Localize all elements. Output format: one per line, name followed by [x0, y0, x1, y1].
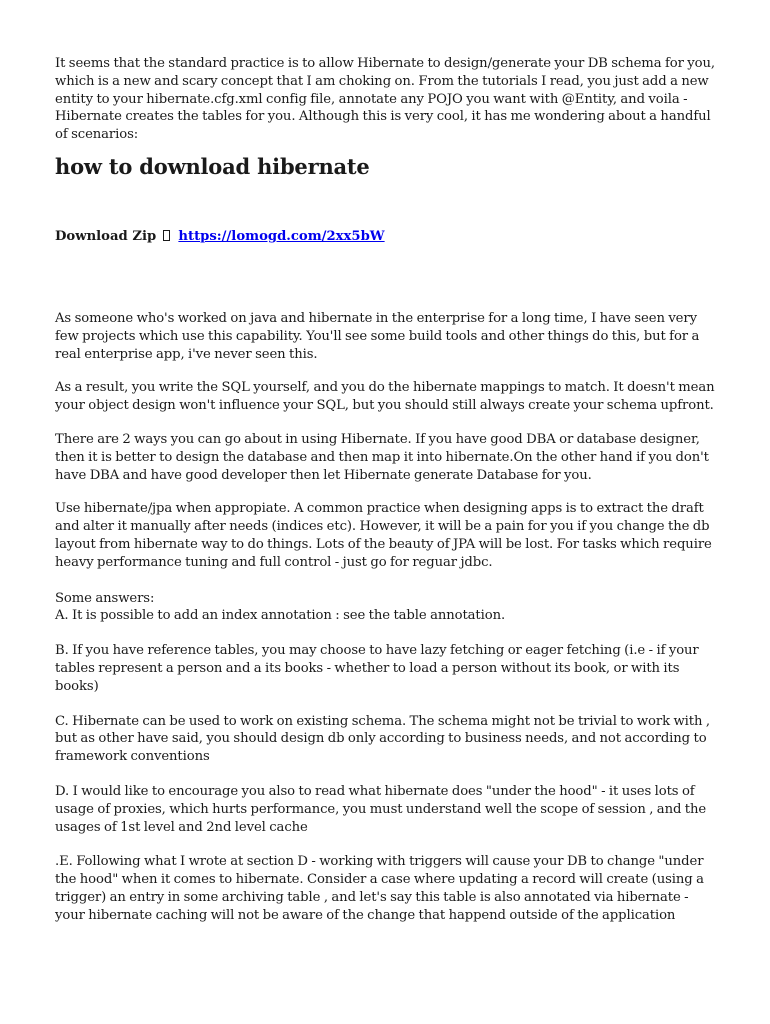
paragraph-3: There are 2 ways you can go about in using Hibernate. If you have good DBA or database designer, then it is better to design the database and then map it into hibernate.On the other hand if you don't have DBA and have good developer then let Hibernate generate Database for you. [55, 431, 709, 483]
answer-a: A. It is possible to add an index annotation : see the table annotation. [55, 608, 506, 624]
download-line [55, 228, 717, 245]
body-content [55, 310, 717, 925]
missing-glyph-icon [163, 230, 170, 241]
paragraph-1: As someone who's worked on java and hibernate in the enterprise for a long time, I have seen very few projects which use this capability. You'll see some build tools and other things do this, but for a real enterprise app, i've never seen this. [55, 310, 700, 362]
answer-d: D. I would like to encourage you also to read what hibernate does "under the hood" - it uses lots of usage of proxies, which hurts performance, you must understand well the scope of session , and the usages of 1st level and 2nd level cache [55, 783, 707, 835]
answer-e: .E. Following what I wrote at section D - working with triggers will cause your DB to change "under the hood" when it comes to hibernate. Consider a case where updating a record will create (using a trigger) an entry in some archiving table , and let's say this table is also annotated via hibernate - your hibernate caching will not be aware of the change that happend outside of the application [55, 854, 704, 923]
download-label: Download Zip [55, 228, 157, 244]
answer-c: C. Hibernate can be used to work on existing schema. The schema might not be trivial to work with , but as other have said, you should design db only according to business needs, and not according to framework conventions [55, 713, 710, 765]
paragraph-4: Use hibernate/jpa when appropiate. A common practice when designing apps is to extract the draft and alter it manually after needs (indices etc). However, it will be a pain for you if you change the db layout from hibernate way to do things. Lots of the beauty of JPA will be lost. For tasks which require heavy performance tuning and full control - just go for reguar jdbc. [55, 501, 712, 570]
page-heading: how to download hibernate [55, 153, 370, 179]
paragraph-2: As a result, you write the SQL yourself, and you do the hibernate mappings to match. It doesn't mean your object design won't influence your SQL, but you should still always create your schema upfront. [55, 380, 715, 414]
document-page [55, 55, 717, 925]
download-link[interactable]: https://lomogd.com/2xx5bW [178, 228, 385, 244]
answer-b: B. If you have reference tables, you may choose to have lazy fetching or eager fetching (i.e - if your tables represent a person and a its books - whether to load a person without its book, or with its books) [55, 643, 699, 694]
answers-heading: Some answers: [55, 590, 155, 606]
intro-paragraph: It seems that the standard practice is to allow Hibernate to design/generate your DB schema for you, which is a new and scary concept that I am choking on. From the tutorials I read, you just add a new entity to your hibernate.cfg.xml config file, annotate any POJO you want with @Entity, and voila - Hibernate creates the tables for you. Although this is very cool, it has me wondering about a handful of scenarios: [55, 56, 715, 143]
